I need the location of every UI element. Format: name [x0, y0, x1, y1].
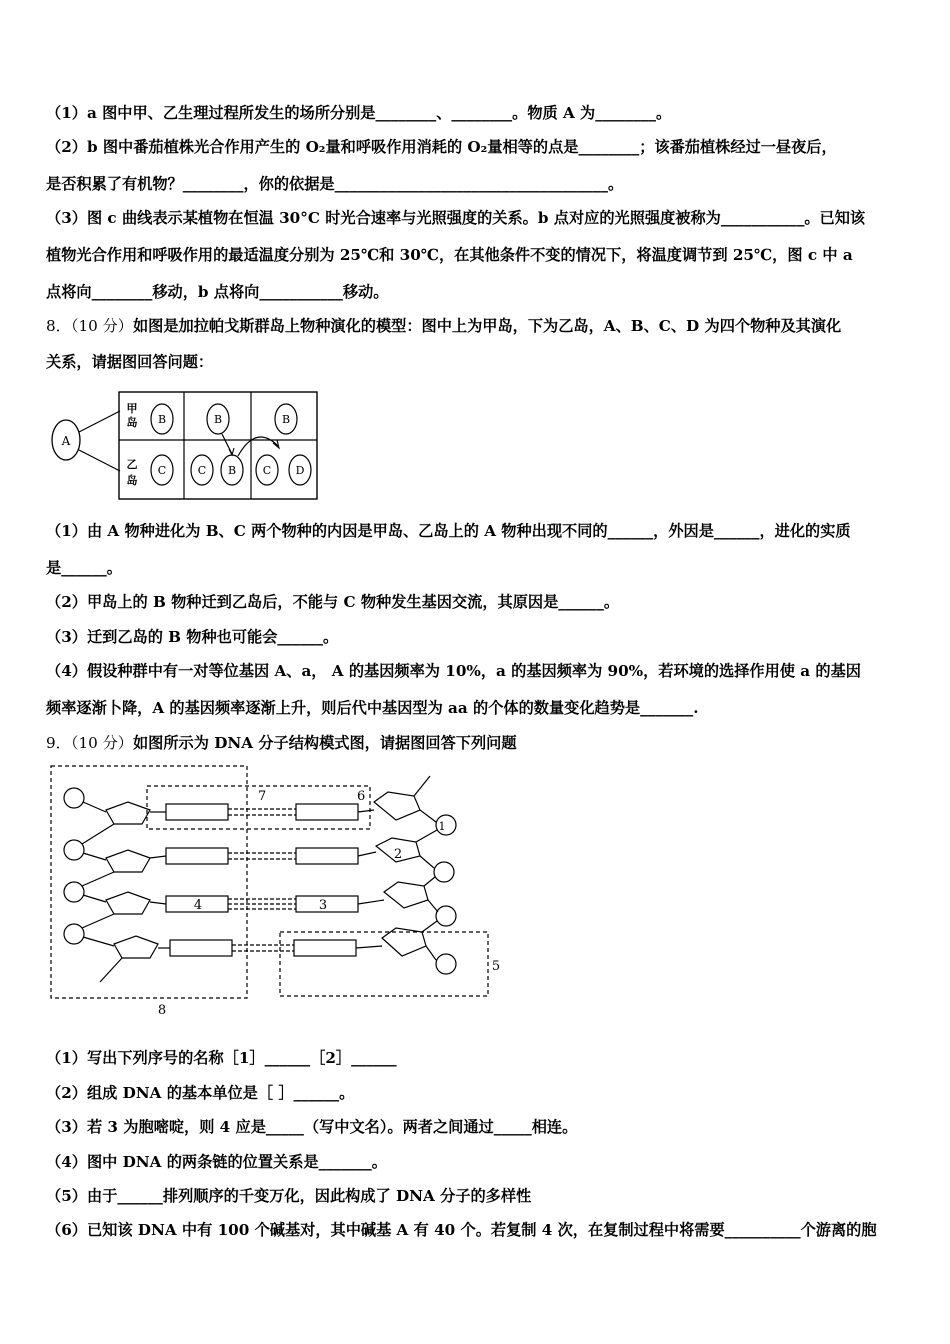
island-grid — [119, 392, 317, 499]
species-evolution-diagram — [46, 388, 326, 503]
label-2: 2 — [393, 847, 403, 862]
label-3: 3 — [318, 898, 328, 913]
island-yi-label-2: 岛 — [126, 474, 138, 487]
label-5: 5 — [491, 959, 501, 974]
q7-part3-line1: （3）图 c 曲线表示某植物在恒温 30°C 时光合速率与光照强度的关系。b 点对应的光照强度被称为___________。已知该 — [46, 209, 866, 227]
island-jia-label-2: 岛 — [126, 416, 138, 429]
q9-number: 9．（10 分） — [46, 734, 133, 752]
q8-intro-line2: 关系，请据图回答问题： — [46, 353, 214, 371]
q9-intro — [46, 733, 517, 753]
q7-part1: （1）a 图中甲、乙生理过程所发生的场所分别是________、________。物质 A 为________。 — [46, 104, 672, 122]
q8-part4-line1: （4）假设种群中有一对等位基因 A、a， A 的基因频率为 10%，a 的基因频率为 90%，若环境的选择作用使 a 的基因 — [46, 662, 861, 680]
q9-intro-text: 如图所示为 DNA 分子结构模式图，请据图回答下列问题 — [132, 734, 517, 752]
q8-intro-line1 — [46, 316, 841, 336]
q9-part1: （1）写出下列序号的名称［1］______［2］______ — [46, 1049, 397, 1067]
right-base-6 — [296, 804, 358, 820]
island-yi-label-1: 乙 — [126, 458, 138, 471]
q8-number: 8．（10 分） — [46, 317, 133, 335]
label-7: 7 — [258, 789, 267, 804]
label-1: 1 — [438, 820, 446, 833]
q8-part2: （2）甲岛上的 B 物种迁到乙岛后，不能与 C 物种发生基因交流，其原因是______。 — [46, 593, 620, 611]
svg-text:D: D — [295, 464, 305, 477]
left-phosphate-1 — [64, 788, 84, 808]
q7-part3-line2: 植物光合作用和呼吸作用的最适温度分别为 25℃和 30℃，在其他条件不变的情况下，将温度调节到 25℃，图 c 中 a — [46, 246, 853, 264]
q7-part2-line2: 是否积累了有机物？________，你的依据是____________________________________。 — [46, 175, 624, 193]
q7-part3-line3: 点将向________移动，b 点将向___________移动。 — [46, 283, 389, 301]
q8-part4-line2: 频率逐渐卜降，A 的基因频率逐渐上升，则后代中基因型为 aa 的个体的数量变化趋势是_______. — [46, 699, 699, 717]
svg-text:B: B — [227, 464, 237, 477]
q7-part2-line1: （2）b 图中番茄植株光合作用产生的 O₂量和呼吸作用消耗的 O₂量相等的点是________；该番茄植株经过一昼夜后， — [46, 138, 837, 156]
q9-part4: （4）图中 DNA 的两条链的位置关系是_______。 — [46, 1153, 387, 1171]
q8-intro-text: 如图是加拉帕戈斯群岛上物种演化的模型：图中上为甲岛，下为乙岛，A、B、C、D 为四个物种及其演化 — [132, 317, 842, 335]
svg-text:C: C — [157, 464, 167, 477]
label-8: 8 — [157, 1003, 167, 1018]
arrow-to-island-bottom — [79, 450, 120, 471]
svg-text:C: C — [197, 464, 207, 477]
arrow-to-island-top — [79, 411, 120, 432]
q9-part2: （2）组成 DNA 的基本单位是［ ］______。 — [46, 1084, 355, 1102]
island-jia-label-1: 甲 — [126, 402, 138, 415]
q8-part1-line2: 是______。 — [46, 559, 122, 577]
species-a-label: A — [61, 434, 71, 448]
q9-part3: （3）若 3 为胞嘧啶，则 4 应是_____（写中文名）。两者之间通过_____相连。 — [46, 1118, 578, 1136]
dashed-box-5 — [280, 932, 488, 996]
left-sugar-1 — [106, 802, 150, 824]
q9-part6: （6）已知该 DNA 中有 100 个碱基对，其中碱基 A 有 40 个。若复制 4 次，在复制过程中将需要__________个游离的胞 — [46, 1221, 877, 1239]
svg-text:B: B — [213, 413, 223, 426]
dashed-box-8 — [51, 766, 247, 998]
label-6: 6 — [357, 789, 366, 804]
q8-part3: （3）迁到乙岛的 B 物种也可能会______。 — [46, 628, 339, 646]
svg-text:B: B — [157, 413, 167, 426]
svg-text:C: C — [262, 464, 272, 477]
q9-part5: （5）由于______排列顺序的千变万化，因此构成了 DNA 分子的多样性 — [46, 1187, 532, 1205]
svg-text:B: B — [281, 413, 291, 426]
dna-structure-diagram — [46, 762, 506, 1024]
left-base-1 — [166, 804, 228, 820]
right-sugar-1 — [374, 792, 420, 820]
label-4: 4 — [193, 898, 203, 913]
q8-part1-line1: （1）由 A 物种进化为 B、C 两个物种的内因是甲岛、乙岛上的 A 物种出现不同的______，外因是______，进化的实质 — [46, 522, 851, 540]
